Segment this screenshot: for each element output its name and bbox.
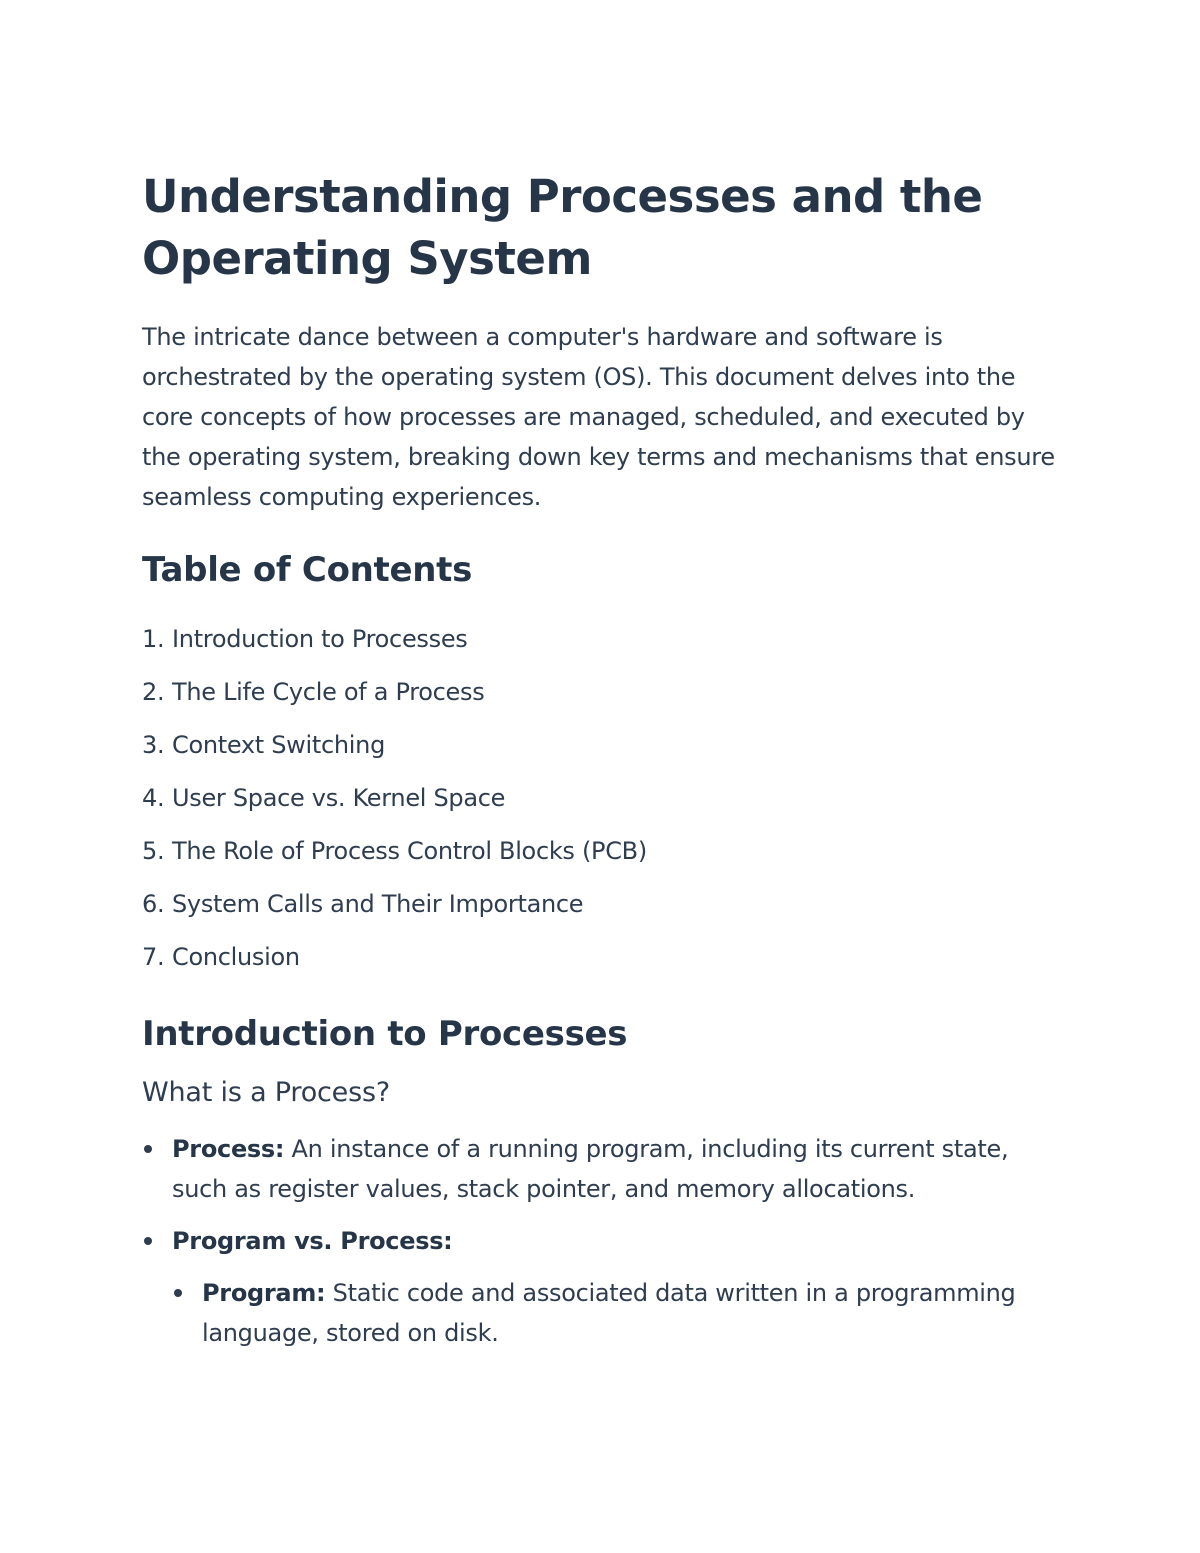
- definition-list: [142, 1129, 1062, 1353]
- bullet-icon: [174, 1289, 182, 1297]
- table-of-contents: [142, 613, 1062, 984]
- list-item: Program vs. Process: Program: Static code and associated data written in a programming language, stored on disk.: [142, 1221, 1062, 1353]
- document-content: [142, 166, 1062, 1365]
- intro-paragraph: The intricate dance between a computer's hardware and software is orchestrated by the operating system (OS). This document delves into the core concepts of how processes are managed, scheduled, and executed by the operating system, breaking down key terms and mechanisms that ensure seamless computing experiences.: [142, 323, 1055, 511]
- toc-item-introduction[interactable]: 1. Introduction to Processes: [142, 625, 468, 653]
- section-subheading: What is a Process?: [142, 1077, 390, 1108]
- list-item: Process: An instance of a running program, including its current state, such as register values, stack pointer, and memory allocations.: [142, 1129, 1062, 1209]
- page-title: Understanding Processes and the Operating System: [142, 170, 983, 285]
- bullet-icon: [144, 1237, 152, 1245]
- toc-item-life-cycle[interactable]: 2. The Life Cycle of a Process: [142, 678, 485, 706]
- toc-item-context-switching[interactable]: 3. Context Switching: [142, 731, 386, 759]
- list-item: Program: Static code and associated data written in a programming language, stored on disk.: [172, 1273, 1062, 1353]
- toc-heading: Table of Contents: [142, 550, 473, 590]
- sub-definition-list: [172, 1273, 1062, 1353]
- toc-item-system-calls[interactable]: 6. System Calls and Their Importance: [142, 890, 584, 918]
- toc-item-conclusion[interactable]: 7. Conclusion: [142, 943, 300, 971]
- section-heading: Introduction to Processes: [142, 1014, 628, 1054]
- toc-item-pcb[interactable]: 5. The Role of Process Control Blocks (PCB): [142, 837, 647, 865]
- toc-item-user-kernel-space[interactable]: 4. User Space vs. Kernel Space: [142, 784, 506, 812]
- bullet-icon: [144, 1145, 152, 1153]
